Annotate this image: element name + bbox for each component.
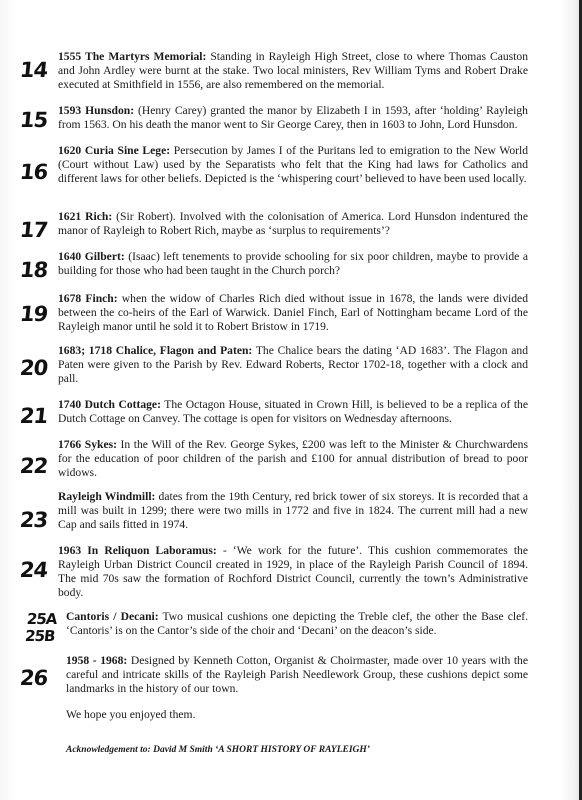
- entry-text: [58, 292, 528, 334]
- entry-title: 1958 - 1968:: [66, 654, 128, 667]
- handwritten-number: 15: [18, 108, 49, 132]
- entry-title: 1678 Finch:: [58, 292, 118, 305]
- entry-title: 1620 Curia Sine Lege:: [58, 144, 171, 157]
- closing-line: We hope you enjoyed them.: [66, 708, 196, 721]
- entry-body: (Henry Carey) granted the manor by Elizabeth I in 1593, after ‘holding’ Rayleigh from 1563. On his death the manor went to Sir George Carey, then in 1603 to John, Lord Hunsdon.: [58, 104, 528, 131]
- handwritten-number: 21: [18, 404, 49, 428]
- entry-body: The Octagon House, situated in Crown Hill, is believed to be a replica of the Dutch Cottage on Canvey. The cottage is open for visitors on Wednesday afternoons.: [58, 398, 528, 425]
- entry-text: [58, 490, 528, 532]
- entry-title: 1963 In Reliquon Laboramus:: [58, 544, 217, 557]
- handwritten-number: 24: [18, 558, 49, 582]
- handwritten-number: 18: [18, 258, 49, 282]
- entry-body: In the Will of the Rev. George Sykes, £200 was left to the Minister & Churchwardens for the education of poor children of the parish and £100 for annual distribution of bread to poor widows.: [58, 438, 528, 479]
- entry-title: 1593 Hunsdon:: [58, 104, 135, 117]
- entry-body: (Isaac) left tenements to provide schooling for six poor children, maybe to provide a building for those who had been taught in the Church porch?: [58, 250, 529, 277]
- handwritten-number: 26: [18, 666, 49, 690]
- entry-body: Designed by Kenneth Cotton, Organist & Choirmaster, made over 10 years with the careful and intricate skills of the Rayleigh Parish Needlework Group, these cushions depict some landmarks in the history of our town.: [66, 654, 528, 695]
- entry-title: 1766 Sykes:: [58, 438, 117, 451]
- entry-text: [66, 610, 528, 638]
- entry-body: - ‘We work for the future’. This cushion commemorates the Rayleigh Urban District Council created in 1929, in place of the Rayleigh Parish Council of 1894. The mid 70s saw the formation of Rochford District Council, currently the town’s Administrative body.: [58, 544, 528, 599]
- entry-title: 1640 Gilbert:: [58, 250, 125, 263]
- entry-body: Persecution by James I of the Puritans led to emigration to the New World (Court without Law) used by the Separatists who felt that the King had laws for Catholics and different laws for other beliefs. Depicted is the ‘whispering court’ believed to have been used locally.: [58, 144, 529, 185]
- entry-text: [66, 654, 528, 696]
- entry-title: Cantoris / Decani:: [66, 610, 159, 623]
- entry-text: [58, 210, 528, 238]
- handwritten-number: 14: [18, 58, 49, 82]
- entry-text: [58, 250, 528, 278]
- entry-title: 1621 Rich:: [58, 210, 113, 223]
- entry-body: Two musical cushions one depicting the Treble clef, the other the Base clef. ‘Cantoris’ is on the Cantor’s side of the choir and ‘Decani’ on the deacon’s side.: [66, 610, 528, 637]
- entry-body: dates from the 19th Century, red brick tower of six storeys. It is recorded that a mill was built in 1299; there were two mills in 1772 and five in 1824. The current mill had a new Cap and sails fitted in 1974.: [58, 490, 528, 531]
- entry-title: 1555 The Martyrs Memorial:: [58, 50, 207, 63]
- handwritten-number: 22: [18, 454, 49, 478]
- entry-title: 1740 Dutch Cottage:: [58, 398, 161, 411]
- entry-text: [58, 144, 528, 186]
- handwritten-number: 23: [18, 508, 49, 532]
- entry-body: (Sir Robert). Involved with the colonisation of America. Lord Hunsdon indentured the manor of Rayleigh to Robert Rich, maybe as ‘surplus to requirements’?: [58, 210, 529, 237]
- handwritten-number: 25A 25B: [24, 610, 58, 645]
- acknowledgement: Acknowledgement to: David M Smith ‘A SHORT HISTORY OF RAYLEIGH’: [66, 745, 370, 755]
- entry-title: 1683; 1718 Chalice, Flagon and Paten:: [58, 344, 253, 357]
- handwritten-number: 17: [18, 218, 49, 242]
- entry-text: [58, 50, 528, 92]
- entry-body: Standing in Rayleigh High Street, close to where Thomas Causton and John Ardley were burnt at the stake. Two local ministers, Rev William Tyms and Robert Drake executed at Smithfield in 1556, are also remembered on the memorial.: [58, 50, 528, 91]
- handwritten-number: 20: [18, 356, 49, 380]
- entry-title: Rayleigh Windmill:: [58, 490, 156, 503]
- entry-text: [58, 438, 528, 480]
- entry-text: [58, 104, 528, 132]
- entry-text: [58, 398, 528, 426]
- entry-body: The Chalice bears the dating ‘AD 1683’. The Flagon and Paten were given to the Parish by Rev. Edward Roberts, Rector 1702-18, together with a clock and pall.: [58, 344, 528, 385]
- handwritten-number: 19: [18, 302, 49, 326]
- entry-text: [58, 544, 528, 600]
- handwritten-number: 16: [18, 160, 49, 184]
- entry-body: when the widow of Charles Rich died without issue in 1678, the lands were divided between the co-heirs of the Earl of Warwick. Daniel Finch, Earl of Nottingham became Lord of the Rayleigh manor until he sold it to Robert Bristow in 1719.: [58, 292, 528, 333]
- entry-text: [58, 344, 528, 386]
